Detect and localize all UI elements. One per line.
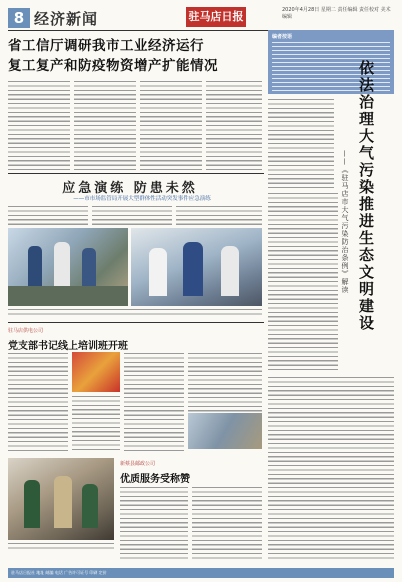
editor-note-title: 编者按语: [272, 34, 293, 40]
article4-photo: [8, 458, 114, 540]
article3-body-col2: [72, 395, 120, 452]
article2-rule: [8, 322, 264, 323]
article4-body-col2: [192, 486, 262, 562]
article4-body-col1: [120, 486, 188, 562]
article3-title: 党支部书记线上培训班开班: [8, 341, 128, 352]
page-number: 8: [8, 8, 30, 28]
article4-title: 优质服务受称赞: [120, 474, 190, 485]
article2-lead-col3: [176, 205, 262, 227]
sidebar-vertical-subtitle: ——《驻马店市大气污染防治条例》解读: [341, 150, 349, 294]
article3-photo: [72, 352, 120, 392]
sidebar-body-top: [268, 98, 334, 190]
article2-lead-col2: [92, 205, 172, 227]
page-footer: 驻马店日报社 地址 邮编 电话 广告许可证号 印刷 定价: [8, 568, 394, 578]
article2-subtitle: ——市市场监管局开展大型群体性活动突发事件应急演练: [73, 196, 211, 202]
sidebar-body-bottom: [268, 376, 394, 562]
article1-body-col4: [206, 80, 262, 170]
article3-body-col4: [188, 352, 262, 412]
article3-photo-2: [188, 413, 262, 449]
article1-title-line2: 复工复产和防疫物资增产扩能情况: [8, 58, 218, 74]
article1-title-line1: 省工信厅调研我市工业经济运行: [8, 38, 204, 54]
article3-body-col1: [8, 352, 68, 452]
article2-title: 应急演练 防患未然: [62, 181, 198, 196]
article4-kicker: 新蔡县邮政公司: [120, 461, 156, 467]
sidebar-body-mid: [268, 192, 338, 372]
article1-body-col1: [8, 80, 70, 170]
article3-kicker: 驻马店供电公司: [8, 328, 44, 334]
article2-lead-col1: [8, 205, 88, 227]
newspaper-logo: 驻马店日报: [186, 7, 246, 27]
drill-photo-1: [8, 228, 128, 306]
photo-caption-lines: [8, 308, 262, 318]
article1-body-col2: [74, 80, 136, 170]
drill-photo-2: [131, 228, 262, 306]
section-title: 经济新闻: [34, 10, 99, 28]
article4-photo-caption: [8, 542, 114, 552]
article1-body-col3: [140, 80, 202, 170]
article3-body-col3: [124, 352, 184, 452]
sidebar-vertical-title: 依法治理大气污染推进生态文明建设: [357, 60, 375, 332]
edition-meta: 2020年4月28日 星期二 责任编辑 责任校对 美术编辑: [282, 7, 391, 20]
article1-rule: [8, 173, 264, 174]
